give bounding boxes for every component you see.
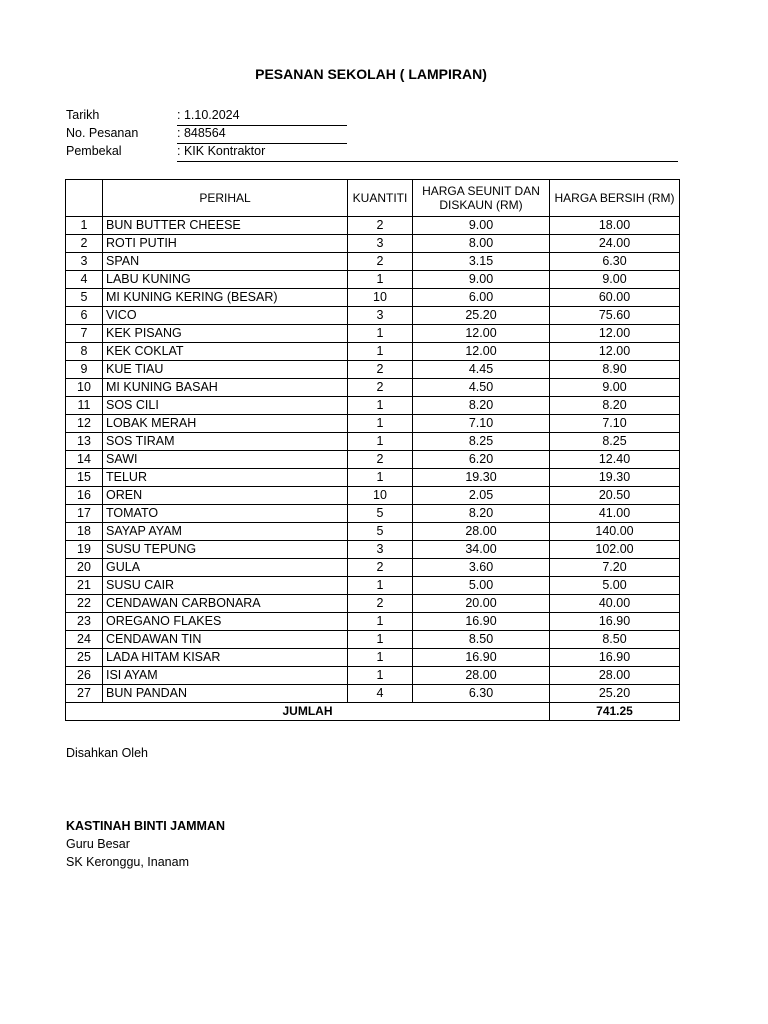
row-net-price: 9.00	[550, 271, 680, 289]
row-item: SAWI	[103, 451, 348, 469]
row-item: SUSU CAIR	[103, 577, 348, 595]
row-number: 11	[66, 397, 103, 415]
order-table	[65, 179, 680, 721]
row-quantity: 1	[348, 271, 413, 289]
row-net-price: 20.50	[550, 487, 680, 505]
row-quantity: 1	[348, 397, 413, 415]
table-row	[66, 613, 680, 631]
row-net-price: 18.00	[550, 217, 680, 235]
row-unit-price: 6.30	[413, 685, 550, 703]
row-number: 26	[66, 667, 103, 685]
row-unit-price: 9.00	[413, 217, 550, 235]
row-net-price: 5.00	[550, 577, 680, 595]
row-item: VICO	[103, 307, 348, 325]
row-unit-price: 8.20	[413, 505, 550, 523]
table-row	[66, 685, 680, 703]
total-value: 741.25	[550, 703, 680, 721]
row-net-price: 60.00	[550, 289, 680, 307]
row-number: 16	[66, 487, 103, 505]
row-net-price: 12.00	[550, 325, 680, 343]
table-row	[66, 541, 680, 559]
row-item: CENDAWAN TIN	[103, 631, 348, 649]
row-quantity: 1	[348, 343, 413, 361]
row-quantity: 10	[348, 289, 413, 307]
row-item: SUSU TEPUNG	[103, 541, 348, 559]
row-unit-price: 4.45	[413, 361, 550, 379]
pesanan-label: No. Pesanan	[66, 126, 139, 140]
row-number: 21	[66, 577, 103, 595]
row-item: LADA HITAM KISAR	[103, 649, 348, 667]
row-unit-price: 8.00	[413, 235, 550, 253]
row-item: BUN BUTTER CHEESE	[103, 217, 348, 235]
row-number: 4	[66, 271, 103, 289]
row-number: 27	[66, 685, 103, 703]
row-item: KEK PISANG	[103, 325, 348, 343]
row-item: SOS TIRAM	[103, 433, 348, 451]
row-unit-price: 3.15	[413, 253, 550, 271]
row-number: 24	[66, 631, 103, 649]
row-quantity: 1	[348, 469, 413, 487]
row-item: OREGANO FLAKES	[103, 613, 348, 631]
row-unit-price: 5.00	[413, 577, 550, 595]
table-row	[66, 577, 680, 595]
row-net-price: 40.00	[550, 595, 680, 613]
row-number: 7	[66, 325, 103, 343]
table-row	[66, 433, 680, 451]
total-label: JUMLAH	[66, 703, 550, 721]
table-row	[66, 343, 680, 361]
row-net-price: 12.00	[550, 343, 680, 361]
row-net-price: 7.20	[550, 559, 680, 577]
table-row	[66, 649, 680, 667]
pembekal-label: Pembekal	[66, 144, 122, 158]
table-row	[66, 487, 680, 505]
row-net-price: 25.20	[550, 685, 680, 703]
row-item: SOS CILI	[103, 397, 348, 415]
row-unit-price: 34.00	[413, 541, 550, 559]
row-unit-price: 6.20	[413, 451, 550, 469]
table-header-row	[66, 180, 680, 217]
table-row	[66, 523, 680, 541]
row-unit-price: 7.10	[413, 415, 550, 433]
row-quantity: 3	[348, 307, 413, 325]
row-net-price: 8.50	[550, 631, 680, 649]
table-row	[66, 379, 680, 397]
row-net-price: 8.20	[550, 397, 680, 415]
row-item: TELUR	[103, 469, 348, 487]
row-number: 8	[66, 343, 103, 361]
row-quantity: 2	[348, 217, 413, 235]
row-quantity: 1	[348, 667, 413, 685]
pesanan-value: : 848564	[177, 126, 226, 140]
table-row	[66, 361, 680, 379]
row-net-price: 140.00	[550, 523, 680, 541]
row-quantity: 2	[348, 253, 413, 271]
table-row	[66, 469, 680, 487]
table-row	[66, 217, 680, 235]
row-unit-price: 28.00	[413, 523, 550, 541]
total-row	[66, 703, 680, 721]
pembekal-underline	[177, 161, 678, 162]
table-row	[66, 559, 680, 577]
row-number: 2	[66, 235, 103, 253]
header-harga-seunit: HARGA SEUNIT DAN DISKAUN (RM)	[413, 180, 550, 217]
table-row	[66, 289, 680, 307]
row-number: 23	[66, 613, 103, 631]
row-item: CENDAWAN CARBONARA	[103, 595, 348, 613]
row-number: 9	[66, 361, 103, 379]
table-row	[66, 631, 680, 649]
table-row	[66, 397, 680, 415]
table-row	[66, 235, 680, 253]
row-number: 12	[66, 415, 103, 433]
signatory-school: SK Keronggu, Inanam	[66, 855, 189, 869]
row-quantity: 2	[348, 559, 413, 577]
row-quantity: 1	[348, 433, 413, 451]
row-net-price: 6.30	[550, 253, 680, 271]
row-net-price: 12.40	[550, 451, 680, 469]
row-quantity: 10	[348, 487, 413, 505]
row-net-price: 102.00	[550, 541, 680, 559]
row-unit-price: 16.90	[413, 613, 550, 631]
row-quantity: 2	[348, 451, 413, 469]
signatory-name: KASTINAH BINTI JAMMAN	[66, 819, 226, 833]
row-number: 10	[66, 379, 103, 397]
row-quantity: 1	[348, 631, 413, 649]
row-unit-price: 6.00	[413, 289, 550, 307]
row-number: 15	[66, 469, 103, 487]
header-perihal: PERIHAL	[103, 180, 348, 217]
page-title: PESANAN SEKOLAH ( LAMPIRAN)	[255, 66, 487, 82]
row-quantity: 1	[348, 613, 413, 631]
row-item: GULA	[103, 559, 348, 577]
row-quantity: 4	[348, 685, 413, 703]
approval-label: Disahkan Oleh	[66, 746, 148, 760]
row-item: OREN	[103, 487, 348, 505]
row-net-price: 28.00	[550, 667, 680, 685]
row-number: 18	[66, 523, 103, 541]
table-row	[66, 415, 680, 433]
row-quantity: 3	[348, 541, 413, 559]
row-unit-price: 9.00	[413, 271, 550, 289]
row-net-price: 41.00	[550, 505, 680, 523]
header-no	[66, 180, 103, 217]
row-number: 19	[66, 541, 103, 559]
row-unit-price: 20.00	[413, 595, 550, 613]
row-unit-price: 3.60	[413, 559, 550, 577]
row-unit-price: 2.05	[413, 487, 550, 505]
row-net-price: 19.30	[550, 469, 680, 487]
row-quantity: 5	[348, 505, 413, 523]
header-kuantiti: KUANTITI	[348, 180, 413, 217]
row-net-price: 8.90	[550, 361, 680, 379]
table-row	[66, 667, 680, 685]
row-quantity: 2	[348, 361, 413, 379]
row-quantity: 2	[348, 595, 413, 613]
table-row	[66, 271, 680, 289]
row-unit-price: 4.50	[413, 379, 550, 397]
tarikh-label: Tarikh	[66, 108, 100, 122]
table-row	[66, 451, 680, 469]
row-unit-price: 8.50	[413, 631, 550, 649]
row-quantity: 1	[348, 649, 413, 667]
row-net-price: 24.00	[550, 235, 680, 253]
table-row	[66, 253, 680, 271]
row-number: 6	[66, 307, 103, 325]
row-net-price: 16.90	[550, 613, 680, 631]
row-net-price: 8.25	[550, 433, 680, 451]
header-harga-bersih: HARGA BERSIH (RM)	[550, 180, 680, 217]
row-net-price: 75.60	[550, 307, 680, 325]
row-item: SAYAP AYAM	[103, 523, 348, 541]
row-item: BUN PANDAN	[103, 685, 348, 703]
row-unit-price: 19.30	[413, 469, 550, 487]
table-row	[66, 307, 680, 325]
row-unit-price: 28.00	[413, 667, 550, 685]
row-number: 17	[66, 505, 103, 523]
row-number: 5	[66, 289, 103, 307]
row-number: 20	[66, 559, 103, 577]
row-number: 22	[66, 595, 103, 613]
table-row	[66, 325, 680, 343]
row-unit-price: 12.00	[413, 343, 550, 361]
row-number: 1	[66, 217, 103, 235]
table-row	[66, 595, 680, 613]
row-item: MI KUNING KERING (BESAR)	[103, 289, 348, 307]
row-item: KEK COKLAT	[103, 343, 348, 361]
tarikh-value: : 1.10.2024	[177, 108, 240, 122]
row-item: MI KUNING BASAH	[103, 379, 348, 397]
row-unit-price: 25.20	[413, 307, 550, 325]
row-item: LABU KUNING	[103, 271, 348, 289]
row-quantity: 3	[348, 235, 413, 253]
row-unit-price: 16.90	[413, 649, 550, 667]
signatory-role: Guru Besar	[66, 837, 130, 851]
table-row	[66, 505, 680, 523]
row-quantity: 1	[348, 415, 413, 433]
row-unit-price: 8.20	[413, 397, 550, 415]
row-quantity: 1	[348, 325, 413, 343]
row-item: SPAN	[103, 253, 348, 271]
row-quantity: 1	[348, 577, 413, 595]
row-unit-price: 8.25	[413, 433, 550, 451]
row-net-price: 9.00	[550, 379, 680, 397]
row-number: 14	[66, 451, 103, 469]
row-quantity: 5	[348, 523, 413, 541]
pembekal-value: : KIK Kontraktor	[177, 144, 266, 158]
row-item: ROTI PUTIH	[103, 235, 348, 253]
row-unit-price: 12.00	[413, 325, 550, 343]
row-quantity: 2	[348, 379, 413, 397]
row-net-price: 7.10	[550, 415, 680, 433]
row-item: LOBAK MERAH	[103, 415, 348, 433]
row-number: 3	[66, 253, 103, 271]
row-item: ISI AYAM	[103, 667, 348, 685]
row-number: 13	[66, 433, 103, 451]
row-item: KUE TIAU	[103, 361, 348, 379]
row-item: TOMATO	[103, 505, 348, 523]
row-number: 25	[66, 649, 103, 667]
row-net-price: 16.90	[550, 649, 680, 667]
